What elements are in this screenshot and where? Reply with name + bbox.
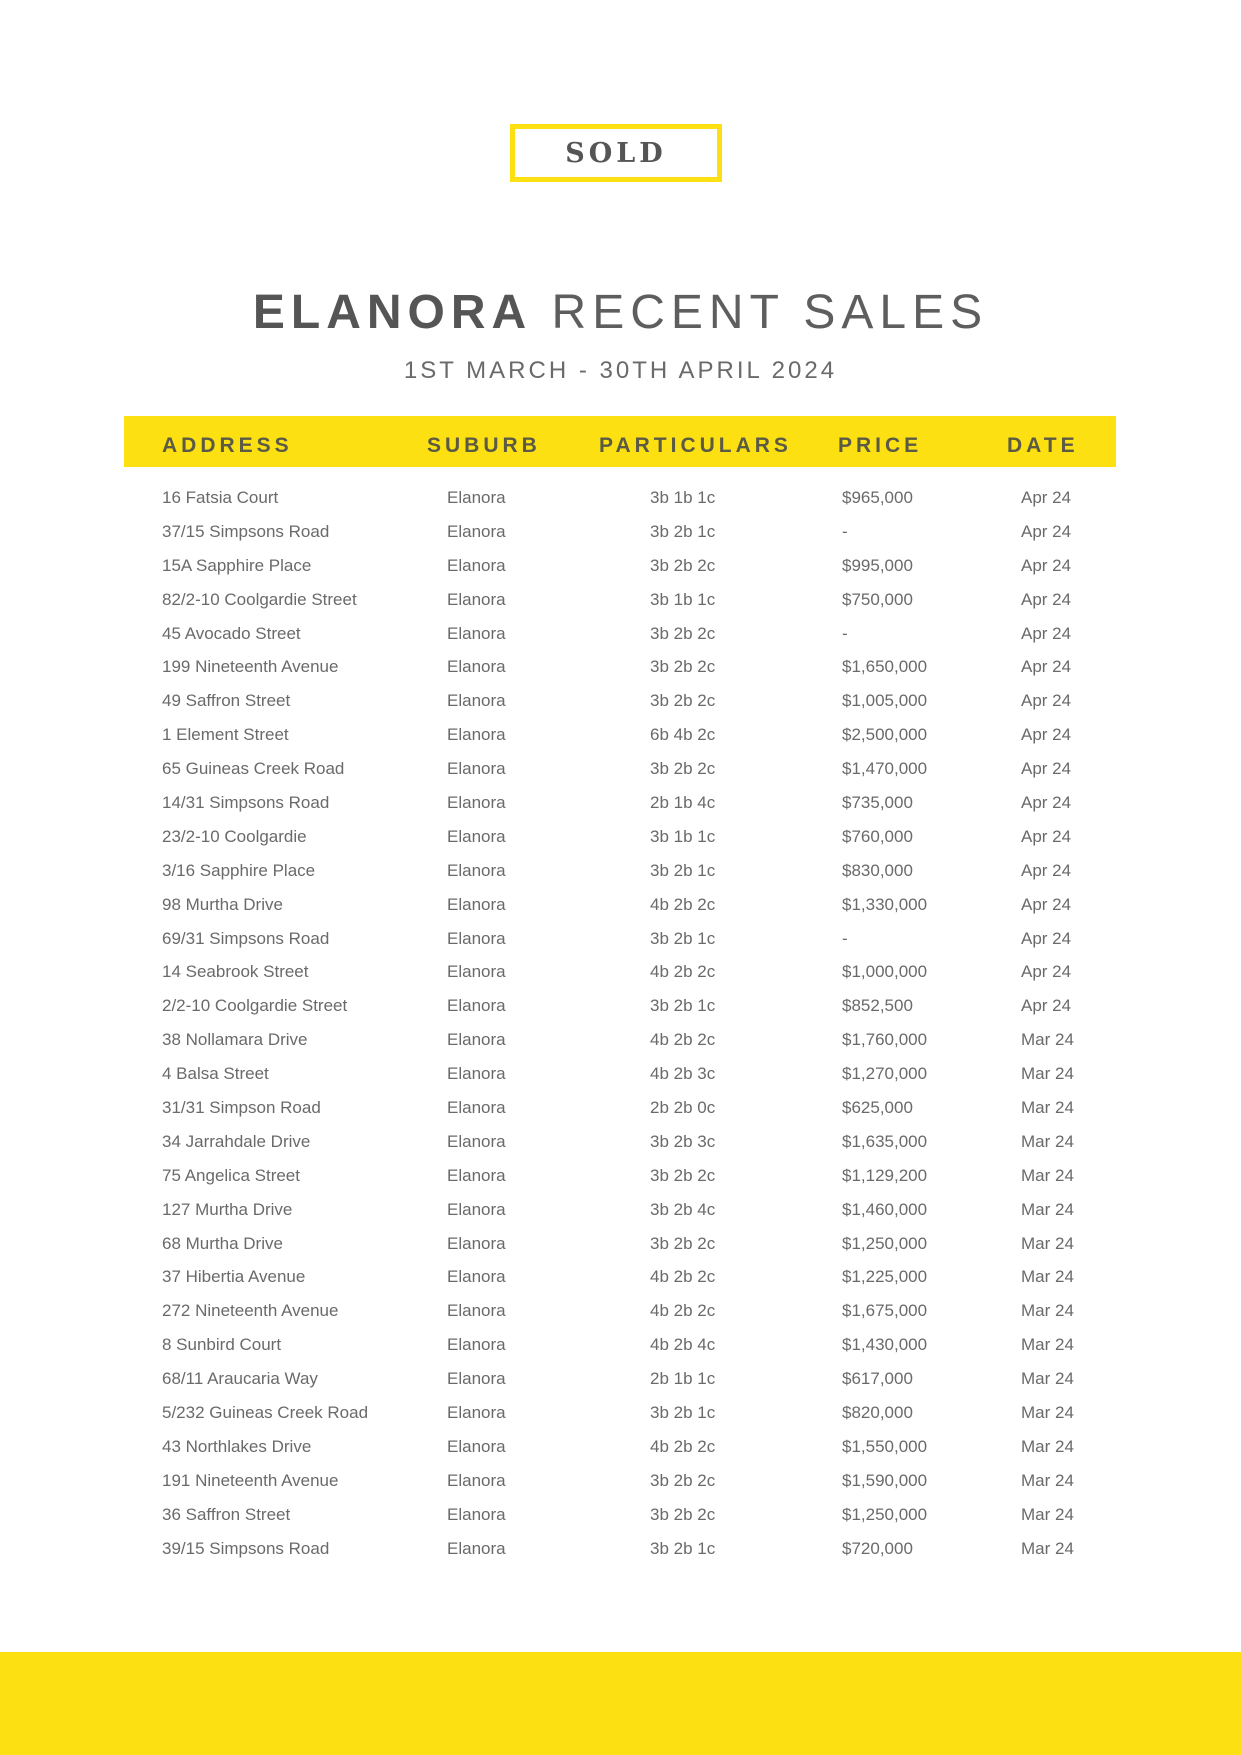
cell-suburb: Elanora — [447, 1504, 506, 1524]
cell-particulars: 3b 2b 2c — [650, 1470, 716, 1490]
cell-date: Apr 24 — [1021, 521, 1072, 541]
table-row — [0, 1091, 1241, 1125]
cell-address: 98 Murtha Drive — [162, 894, 283, 914]
cell-price: $1,550,000 — [842, 1436, 928, 1456]
cell-particulars: 3b 1b 1c — [650, 589, 716, 609]
cell-price: $965,000 — [842, 488, 913, 507]
cell-price: $2,500,000 — [842, 725, 928, 745]
cell-date: Apr 24 — [1021, 691, 1072, 711]
table-row — [0, 854, 1241, 888]
cell-suburb: Elanora — [447, 860, 506, 880]
table-row — [0, 922, 1241, 956]
cell-suburb: Elanora — [447, 826, 506, 846]
cell-date: Mar 24 — [1021, 1538, 1074, 1558]
cell-price: $750,000 — [842, 589, 913, 609]
cell-suburb: Elanora — [447, 1436, 506, 1456]
cell-date: Apr 24 — [1021, 725, 1072, 745]
table-row — [0, 820, 1241, 854]
cell-suburb: Elanora — [447, 589, 506, 609]
table-row — [0, 684, 1241, 718]
cell-address: 37 Hibertia Avenue — [162, 1267, 306, 1287]
cell-suburb: Elanora — [447, 623, 506, 643]
cell-price: $852,500 — [842, 996, 913, 1016]
cell-price: $617,000 — [842, 1369, 913, 1389]
cell-suburb: Elanora — [447, 1064, 506, 1084]
cell-date: Mar 24 — [1021, 1335, 1074, 1355]
table-row — [0, 1023, 1241, 1057]
cell-date: Apr 24 — [1021, 555, 1072, 575]
cell-address: 4 Balsa Street — [162, 1064, 269, 1084]
cell-particulars: 3b 2b 2c — [650, 657, 716, 677]
cell-date: Mar 24 — [1021, 1504, 1074, 1524]
table-header — [124, 416, 1116, 467]
cell-particulars: 4b 2b 4c — [650, 1335, 716, 1355]
cell-address: 191 Nineteenth Avenue — [162, 1470, 339, 1490]
table-row — [0, 1260, 1241, 1294]
cell-date: Mar 24 — [1021, 1301, 1074, 1321]
cell-price: $1,460,000 — [842, 1199, 928, 1219]
cell-suburb: Elanora — [447, 894, 506, 914]
cell-particulars: 3b 2b 1c — [650, 996, 716, 1016]
cell-suburb: Elanora — [447, 1131, 506, 1151]
cell-suburb: Elanora — [447, 1165, 506, 1185]
cell-date: Apr 24 — [1021, 589, 1072, 609]
cell-address: 36 Saffron Street — [162, 1504, 291, 1524]
cell-suburb: Elanora — [447, 1233, 506, 1253]
cell-address: 23/2-10 Coolgardie — [162, 826, 307, 846]
table-row — [0, 989, 1241, 1023]
table-row — [0, 1193, 1241, 1227]
cell-suburb: Elanora — [447, 691, 506, 711]
cell-address: 43 Northlakes Drive — [162, 1436, 312, 1456]
cell-date: Mar 24 — [1021, 1131, 1074, 1151]
cell-price: $830,000 — [842, 860, 913, 880]
cell-date: Mar 24 — [1021, 1436, 1074, 1456]
cell-address: 39/15 Simpsons Road — [162, 1538, 330, 1558]
cell-price: - — [842, 521, 848, 541]
cell-date: Mar 24 — [1021, 1369, 1074, 1389]
cell-price: $1,635,000 — [842, 1131, 928, 1151]
cell-date: Apr 24 — [1021, 793, 1072, 813]
table-row — [0, 888, 1241, 922]
cell-address: 272 Nineteenth Avenue — [162, 1301, 339, 1321]
cell-suburb: Elanora — [447, 1030, 506, 1050]
cell-date: Mar 24 — [1021, 1470, 1074, 1490]
header-address: ADDRESS — [162, 434, 293, 457]
cell-price: $1,470,000 — [842, 759, 928, 779]
cell-address: 82/2-10 Coolgardie Street — [162, 589, 357, 609]
table-row — [0, 650, 1241, 684]
table-row — [0, 1294, 1241, 1328]
table-row — [0, 583, 1241, 617]
cell-date: Apr 24 — [1021, 623, 1072, 643]
cell-price: $735,000 — [842, 793, 913, 813]
cell-price: $820,000 — [842, 1403, 913, 1423]
table-row — [0, 1498, 1241, 1532]
cell-particulars: 3b 2b 1c — [650, 928, 716, 948]
cell-date: Apr 24 — [1021, 928, 1072, 948]
cell-date: Apr 24 — [1021, 962, 1072, 982]
cell-date: Apr 24 — [1021, 860, 1072, 880]
cell-particulars: 4b 2b 2c — [650, 962, 716, 982]
header-suburb: SUBURB — [427, 434, 541, 457]
table-row — [0, 481, 1241, 515]
table-row — [0, 617, 1241, 651]
cell-suburb: Elanora — [447, 1335, 506, 1355]
cell-particulars: 3b 2b 2c — [650, 623, 716, 643]
cell-suburb: Elanora — [447, 759, 506, 779]
table-row — [0, 752, 1241, 786]
cell-address: 34 Jarrahdale Drive — [162, 1131, 311, 1151]
cell-price: $1,129,200 — [842, 1165, 928, 1185]
table-row — [0, 786, 1241, 820]
cell-date: Mar 24 — [1021, 1267, 1074, 1287]
table-row — [0, 1362, 1241, 1396]
table-row — [0, 1396, 1241, 1430]
cell-particulars: 3b 2b 1c — [650, 1403, 716, 1423]
cell-date: Apr 24 — [1021, 894, 1072, 914]
cell-suburb: Elanora — [447, 1098, 506, 1118]
cell-particulars: 3b 2b 1c — [650, 1538, 716, 1558]
cell-suburb: Elanora — [447, 928, 506, 948]
header-date: DATE — [1007, 434, 1079, 457]
cell-suburb: Elanora — [447, 657, 506, 677]
cell-price: $1,270,000 — [842, 1064, 928, 1084]
cell-address: 38 Nollamara Drive — [162, 1030, 308, 1050]
cell-suburb: Elanora — [447, 1267, 506, 1287]
cell-suburb: Elanora — [447, 1470, 506, 1490]
cell-date: Mar 24 — [1021, 1030, 1074, 1050]
cell-date: Mar 24 — [1021, 1233, 1074, 1253]
cell-address: 16 Fatsia Court — [162, 488, 279, 507]
cell-address: 127 Murtha Drive — [162, 1199, 293, 1219]
cell-particulars: 3b 2b 4c — [650, 1199, 716, 1219]
page-title-suburb: ELANORA — [252, 286, 533, 339]
cell-price: $1,250,000 — [842, 1504, 928, 1524]
cell-date: Mar 24 — [1021, 1403, 1074, 1423]
table-row — [0, 515, 1241, 549]
cell-price: $1,675,000 — [842, 1301, 928, 1321]
cell-price: $1,590,000 — [842, 1470, 928, 1490]
cell-particulars: 2b 2b 0c — [650, 1098, 716, 1118]
cell-address: 8 Sunbird Court — [162, 1335, 282, 1355]
cell-date: Apr 24 — [1021, 759, 1072, 779]
table-row — [0, 1464, 1241, 1498]
cell-address: 5/232 Guineas Creek Road — [162, 1403, 369, 1423]
cell-particulars: 3b 2b 1c — [650, 521, 716, 541]
cell-price: - — [842, 623, 848, 643]
cell-price: $1,000,000 — [842, 962, 928, 982]
cell-address: 2/2-10 Coolgardie Street — [162, 996, 348, 1016]
cell-suburb: Elanora — [447, 996, 506, 1016]
cell-particulars: 4b 2b 3c — [650, 1064, 716, 1084]
cell-particulars: 3b 2b 2c — [650, 555, 716, 575]
table-row — [0, 549, 1241, 583]
cell-price: $995,000 — [842, 555, 913, 575]
page-title — [0, 278, 1241, 348]
cell-date: Mar 24 — [1021, 1165, 1074, 1185]
cell-particulars: 3b 2b 2c — [650, 691, 716, 711]
cell-particulars: 3b 2b 2c — [650, 1165, 716, 1185]
cell-particulars: 2b 1b 4c — [650, 793, 716, 813]
sales-table-body — [0, 481, 1241, 1566]
cell-particulars: 3b 2b 1c — [650, 860, 716, 880]
cell-address: 68 Murtha Drive — [162, 1233, 283, 1253]
cell-address: 49 Saffron Street — [162, 691, 291, 711]
cell-price: $1,760,000 — [842, 1030, 928, 1050]
cell-particulars: 3b 2b 2c — [650, 1233, 716, 1253]
header-price: PRICE — [838, 434, 923, 457]
cell-address: 37/15 Simpsons Road — [162, 521, 330, 541]
cell-address: 199 Nineteenth Avenue — [162, 657, 339, 677]
cell-address: 69/31 Simpsons Road — [162, 928, 330, 948]
cell-particulars: 4b 2b 2c — [650, 894, 716, 914]
cell-price: - — [842, 928, 848, 948]
table-row — [0, 1057, 1241, 1091]
cell-suburb: Elanora — [447, 555, 506, 575]
cell-price: $1,650,000 — [842, 657, 928, 677]
cell-address: 14/31 Simpsons Road — [162, 793, 330, 813]
cell-address: 68/11 Araucaria Way — [162, 1369, 318, 1389]
sold-badge-label: SOLD — [565, 137, 667, 169]
cell-price: $760,000 — [842, 826, 913, 846]
cell-particulars: 3b 1b 1c — [650, 488, 716, 507]
cell-date: Apr 24 — [1021, 826, 1072, 846]
cell-particulars: 2b 1b 1c — [650, 1369, 716, 1389]
cell-particulars: 3b 1b 1c — [650, 826, 716, 846]
cell-price: $720,000 — [842, 1538, 913, 1558]
cell-price: $1,005,000 — [842, 691, 928, 711]
sold-badge — [510, 124, 722, 182]
cell-address: 45 Avocado Street — [162, 623, 301, 643]
cell-suburb: Elanora — [447, 962, 506, 982]
cell-address: 75 Angelica Street — [162, 1165, 300, 1185]
cell-particulars: 4b 2b 2c — [650, 1267, 716, 1287]
cell-suburb: Elanora — [447, 1538, 506, 1558]
cell-particulars: 3b 2b 3c — [650, 1131, 716, 1151]
cell-date: Apr 24 — [1021, 488, 1072, 507]
cell-date: Mar 24 — [1021, 1199, 1074, 1219]
cell-particulars: 6b 4b 2c — [650, 725, 716, 745]
cell-price: $625,000 — [842, 1098, 913, 1118]
header-particulars: PARTICULARS — [599, 434, 792, 457]
cell-price: $1,330,000 — [842, 894, 928, 914]
cell-date: Apr 24 — [1021, 996, 1072, 1016]
cell-price: $1,430,000 — [842, 1335, 928, 1355]
cell-address: 65 Guineas Creek Road — [162, 759, 345, 779]
date-range-subtitle: 1ST MARCH - 30TH APRIL 2024 — [403, 357, 838, 384]
cell-suburb: Elanora — [447, 521, 506, 541]
cell-suburb: Elanora — [447, 1199, 506, 1219]
table-row — [0, 955, 1241, 989]
cell-date: Mar 24 — [1021, 1098, 1074, 1118]
cell-address: 14 Seabrook Street — [162, 962, 309, 982]
cell-particulars: 4b 2b 2c — [650, 1301, 716, 1321]
table-row — [0, 1125, 1241, 1159]
table-row — [0, 1532, 1241, 1566]
cell-particulars: 4b 2b 2c — [650, 1436, 716, 1456]
cell-suburb: Elanora — [447, 1403, 506, 1423]
cell-suburb: Elanora — [447, 725, 506, 745]
cell-suburb: Elanora — [447, 793, 506, 813]
table-row — [0, 1328, 1241, 1362]
table-row — [0, 1430, 1241, 1464]
cell-address: 31/31 Simpson Road — [162, 1098, 321, 1118]
table-row — [0, 718, 1241, 752]
cell-suburb: Elanora — [447, 1301, 506, 1321]
cell-particulars: 4b 2b 2c — [650, 1030, 716, 1050]
cell-date: Apr 24 — [1021, 657, 1072, 677]
cell-suburb: Elanora — [447, 1369, 506, 1389]
table-row — [0, 1227, 1241, 1261]
table-row — [0, 1159, 1241, 1193]
cell-date: Mar 24 — [1021, 1064, 1074, 1084]
page-title-rest: RECENT SALES — [551, 286, 989, 339]
cell-price: $1,250,000 — [842, 1233, 928, 1253]
footer-bar — [0, 1652, 1241, 1755]
cell-address: 3/16 Sapphire Place — [162, 860, 316, 880]
cell-address: 15A Sapphire Place — [162, 555, 312, 575]
cell-address: 1 Element Street — [162, 725, 289, 745]
cell-suburb: Elanora — [447, 488, 506, 507]
cell-particulars: 3b 2b 2c — [650, 759, 716, 779]
cell-price: $1,225,000 — [842, 1267, 928, 1287]
cell-particulars: 3b 2b 2c — [650, 1504, 716, 1524]
